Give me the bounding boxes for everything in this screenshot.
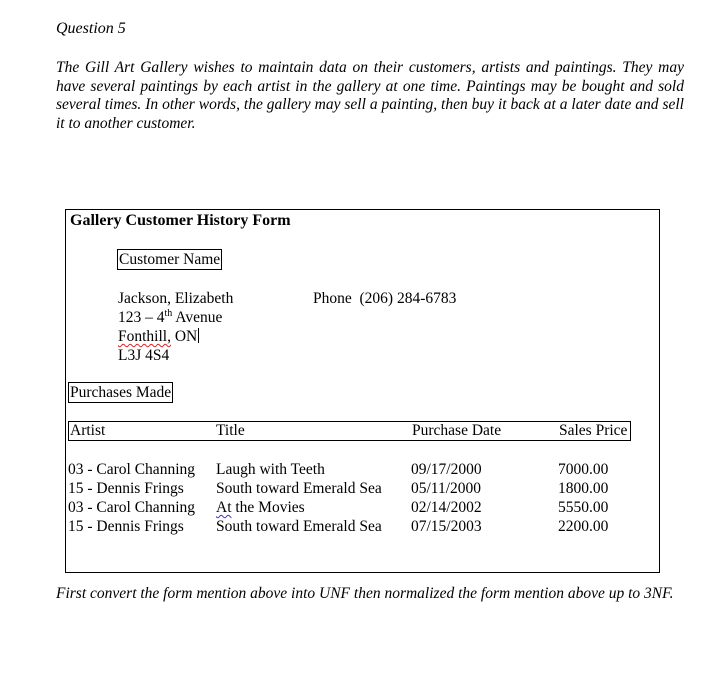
cell-sales-price: 5550.00	[558, 499, 609, 516]
cell-purchase-date: 09/17/2000	[411, 461, 482, 478]
cell-title-first-word: At	[216, 499, 232, 516]
customer-street	[118, 308, 233, 327]
cell-title: South toward Emerald Sea	[216, 480, 382, 497]
text-cursor	[198, 328, 199, 343]
cell-purchase-date: 02/14/2002	[411, 499, 482, 516]
cell-title	[216, 498, 305, 517]
customer-phone	[313, 289, 456, 308]
customer-address	[118, 289, 233, 365]
question-instructions: First convert the form mention above into UNF then normalized the form mention above up to 3NF.	[56, 585, 674, 602]
column-header-sales-price: Sales Price	[559, 422, 628, 439]
phone-label: Phone	[313, 290, 352, 307]
cell-artist: 15 - Dennis Frings	[68, 518, 184, 535]
column-header-title: Title	[216, 422, 245, 439]
column-header-purchase-date: Purchase Date	[412, 422, 502, 439]
cell-title-rest: the Movies	[231, 499, 305, 516]
cell-artist: 03 - Carol Channing	[68, 499, 195, 516]
question-title: Question 5	[56, 20, 126, 37]
cell-sales-price: 1800.00	[558, 480, 609, 497]
customer-name-label: Customer Name	[119, 251, 221, 268]
street-suffix: th	[164, 307, 173, 319]
table-header	[68, 421, 631, 441]
purchases-made-label: Purchases Made	[70, 384, 172, 401]
street-name: Avenue	[172, 309, 223, 326]
cell-sales-price: 7000.00	[558, 461, 609, 478]
question-intro: The Gill Art Gallery wishes to maintain data on their customers, artists and paintings. They may have several paintings by each artist in the gallery at one time. Paintings may be bought and sold several times. In other words, the gallery may sell a painting, then buy it back at a later date and sell it to another customer.	[56, 59, 684, 132]
cell-artist: 15 - Dennis Frings	[68, 480, 184, 497]
customer-city: Fonthill,	[118, 328, 171, 345]
customer-city-line	[118, 327, 233, 346]
cell-sales-price: 2200.00	[558, 518, 609, 535]
cell-purchase-date: 07/15/2003	[411, 518, 482, 535]
street-number: 123 – 4	[118, 309, 165, 326]
cell-title: South toward Emerald Sea	[216, 518, 382, 535]
phone-number: (206) 284-6783	[359, 290, 457, 307]
cell-purchase-date: 05/11/2000	[411, 480, 482, 497]
cell-artist: 03 - Carol Channing	[68, 461, 195, 478]
customer-name: Jackson, Elizabeth	[118, 290, 234, 307]
customer-province: ON	[170, 328, 198, 345]
form-title: Gallery Customer History Form	[70, 212, 291, 229]
cell-title: Laugh with Teeth	[216, 461, 325, 478]
customer-postal-code: L3J 4S4	[118, 347, 170, 364]
column-header-artist: Artist	[70, 422, 106, 439]
